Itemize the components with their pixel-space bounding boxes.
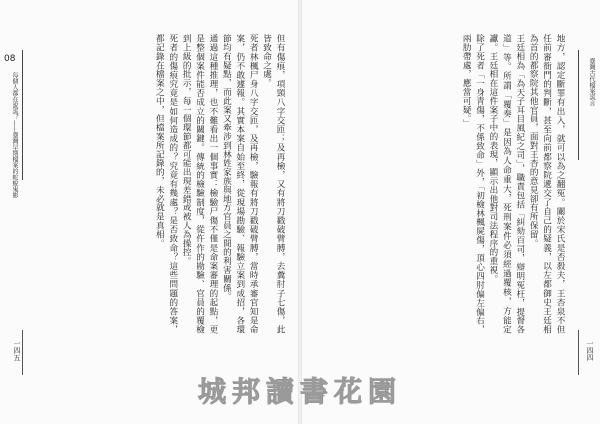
book-gutter bbox=[298, 0, 302, 424]
left-folio: 一四五 bbox=[13, 340, 21, 361]
paragraph: 地方，認定斷罪有出入，就可以為之翻冤。關於宋氏是否殺夫，王杏泉不但任前審衙門的判斷，甚至向前都察院遞交了自己的疑義，以左都御史王廷相為首的都察院其他官員，面對王杏的意見卻有所保留。 bbox=[528, 34, 565, 334]
right-folio-rule bbox=[578, 330, 579, 375]
chapter-number: 08 bbox=[4, 54, 16, 64]
paragraph: 通過這種推理，也不難看出一個事實：檢驗尸傷不僅是命案審理的起點，更是整個案件能否成立的關鍵。傳統的檢驗制度，從仵作的勘驗、官員的覆檢到上級的批示，每一個環節都可能出現差錯或被人為操控。 bbox=[181, 34, 218, 334]
paragraph: 除了死者「一身青傷，不係致命」外，「初檢林楓屍傷，頂心四肘偏左偏右，兩肋帶處，應當可疑。」 bbox=[461, 34, 485, 334]
right-running-head: 臺灣古代檔案謊言 bbox=[588, 58, 595, 106]
right-page-body bbox=[314, 34, 566, 334]
paragraph: 王廷相為「為天子耳目風紀之司」，職責包括「糾劾百司，辯明冤枉，提督各道」等。所謂「覆奏」是因為人命重大，死刑案件必須經過覆核，方能定讞。王廷相在這件案子中的表現，顯示出他對司法程序的重視。 bbox=[487, 34, 525, 334]
right-folio: 一四四 bbox=[586, 340, 594, 361]
watermark: 城邦讀書花園 bbox=[197, 375, 402, 408]
paragraph: 死者林楓尸身八字交匝，及再檢，驗報有將刀戳破臂膊，當時承審官知是命案，仍不敢遽報。其實本案自始至終，從現場勘驗、報驗立案到成招，各環節均有疑點，而此案又牽涉到林姓家族與地方官員之間的利害關係。 bbox=[221, 34, 259, 334]
left-running-head: 每個人都在說謊？——臺灣早期檔案的蛇蛻鬼影 bbox=[11, 72, 18, 198]
paragraph: 死者的傷痕究竟是如何造成的？究竟有幾處？是否致命？這些問題的答案，都記錄在檔案之中，但檔案所記錄的，未必就是真相。 bbox=[154, 34, 178, 334]
left-folio-rule bbox=[22, 330, 23, 375]
left-page-body bbox=[34, 34, 286, 334]
paragraph: 但有傷痕，項頸八字交匝；及再檢，又有將刀戳破臂膊，去糞肘子七傷，此皆致命之處。 bbox=[261, 34, 285, 334]
